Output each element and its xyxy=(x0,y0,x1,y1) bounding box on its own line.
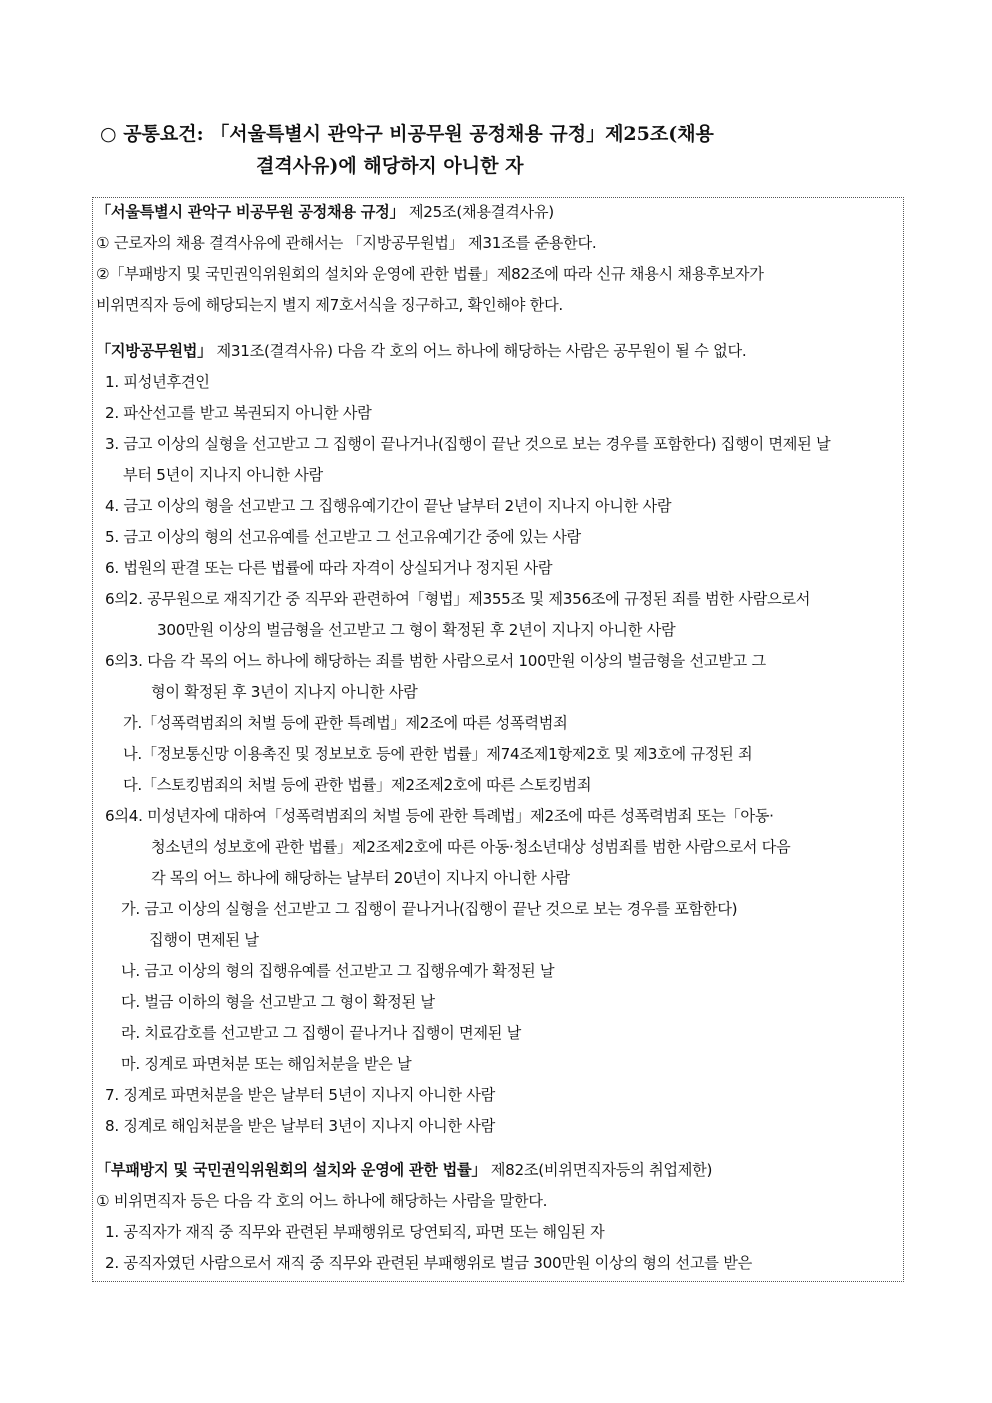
s2-item-6-4b: 청소년의 성보호에 관한 법률」제2조제2호에 따른 아동·청소년대상 성범죄를 범한 사람으로서 다음 xyxy=(151,838,791,856)
s2-title-line xyxy=(96,341,900,361)
heading-line-1: ○ 공통요건: 「서울특별시 관악구 비공무원 공정채용 규정」제25조(채용 xyxy=(100,123,714,145)
document-heading xyxy=(100,118,910,182)
s3-title-line xyxy=(96,1160,900,1180)
s2-item-6-4-na: 나. 금고 이상의 형의 집행유예를 선고받고 그 집행유예가 확정된 날 xyxy=(121,962,555,980)
s2-item-6-3a: 6의3. 다음 각 목의 어느 하나에 해당하는 죄를 범한 사람으로서 100만원 이상의 벌금형을 선고받고 그 xyxy=(105,652,766,670)
s2-item-4: 4. 금고 이상의 형을 선고받고 그 집행유예기간이 끝난 날부터 2년이 지나지 아니한 사람 xyxy=(105,497,672,515)
s2-item-2: 2. 파산선고를 받고 복권되지 아니한 사람 xyxy=(105,404,372,422)
s2-item-6-4-ga: 가. 금고 이상의 실형을 선고받고 그 집행이 끝나거나(집행이 끝난 것으로 보는 경우를 포함한다) xyxy=(121,900,738,918)
s2-item-8: 8. 징계로 해임처분을 받은 날부터 3년이 지나지 아니한 사람 xyxy=(105,1117,496,1135)
s1-para-2b: 비위면직자 등에 해당되는지 별지 제7호서식을 징구하고, 확인해야 한다. xyxy=(96,296,563,314)
s3-item-2: 2. 공직자였던 사람으로서 재직 중 직무와 관련된 부패행위로 벌금 300만원 이상의 형의 선고를 받은 xyxy=(105,1254,752,1272)
s3-item-1: 1. 공직자가 재직 중 직무와 관련된 부패행위로 당연퇴직, 파면 또는 해임된 자 xyxy=(105,1223,605,1241)
s2-item-3a: 3. 금고 이상의 실형을 선고받고 그 집행이 끝나거나(집행이 끝난 것으로 보는 경우를 포함한다) 집행이 면제된 날 xyxy=(105,435,831,453)
s2-title: 「지방공무원법」 xyxy=(96,342,213,360)
regulation-text-box xyxy=(92,197,904,1282)
s2-item-3b: 부터 5년이 지나지 아니한 사람 xyxy=(123,466,323,484)
s2-item-6-4-gb: 집행이 면제된 날 xyxy=(149,931,259,949)
s1-para-1: ① 근로자의 채용 결격사유에 관해서는 「지방공무원법」 제31조를 준용한다. xyxy=(96,234,597,252)
s2-item-6-4-ra: 라. 치료감호를 선고받고 그 집행이 끝나거나 집행이 면제된 날 xyxy=(121,1024,522,1042)
s3-para-1: ① 비위면직자 등은 다음 각 호의 어느 하나에 해당하는 사람을 말한다. xyxy=(96,1192,548,1210)
s2-item-6: 6. 법원의 판결 또는 다른 법률에 따라 자격이 상실되거나 정지된 사람 xyxy=(105,559,553,577)
s2-item-6-4a: 6의4. 미성년자에 대하여「성폭력범죄의 처벌 등에 관한 특례법」제2조에 따른 성폭력범죄 또는「아동· xyxy=(105,807,774,825)
s2-item-6-2b: 300만원 이상의 벌금형을 선고받고 그 형이 확정된 후 2년이 지나지 아니한 사람 xyxy=(157,621,676,639)
s2-item-6-4-ma: 마. 징계로 파면처분 또는 해임처분을 받은 날 xyxy=(121,1055,412,1073)
s1-title-rest: 제25조(채용결격사유) xyxy=(404,203,554,221)
s2-item-6-3-da: 다.「스토킹범죄의 처벌 등에 관한 법률」제2조제2호에 따른 스토킹범죄 xyxy=(123,776,592,794)
s3-title: 「부패방지 및 국민권익위원회의 설치와 운영에 관한 법률」 xyxy=(96,1161,487,1179)
s2-item-5: 5. 금고 이상의 형의 선고유예를 선고받고 그 선고유예기간 중에 있는 사람 xyxy=(105,528,581,546)
s2-item-6-4c: 각 목의 어느 하나에 해당하는 날부터 20년이 지나지 아니한 사람 xyxy=(151,869,570,887)
s2-item-6-4-da: 다. 벌금 이하의 형을 선고받고 그 형이 확정된 날 xyxy=(121,993,435,1011)
s1-title: 「서울특별시 관악구 비공무원 공정채용 규정」 xyxy=(96,203,405,221)
s1-title-line xyxy=(96,202,900,222)
s2-item-7: 7. 징계로 파면처분을 받은 날부터 5년이 지나지 아니한 사람 xyxy=(105,1086,496,1104)
s1-para-2a: ②「부패방지 및 국민권익위원회의 설치와 운영에 관한 법률」제82조에 따라 신규 채용시 채용후보자가 xyxy=(96,265,764,283)
s2-item-1: 1. 피성년후견인 xyxy=(105,373,210,391)
s2-item-6-3b: 형이 확정된 후 3년이 지나지 아니한 사람 xyxy=(151,683,418,701)
s2-title-rest: 제31조(결격사유) 다음 각 호의 어느 하나에 해당하는 사람은 공무원이 될 수 없다. xyxy=(212,342,747,360)
s2-item-6-2a: 6의2. 공무원으로 재직기간 중 직무와 관련하여「형법」제355조 및 제356조에 규정된 죄를 범한 사람으로서 xyxy=(105,590,811,608)
s2-item-6-3-ga: 가.「성폭력범죄의 처벌 등에 관한 특례법」제2조에 따른 성폭력범죄 xyxy=(123,714,568,732)
s2-item-6-3-na: 나.「정보통신망 이용촉진 및 정보보호 등에 관한 법률」제74조제1항제2호 및 제3호에 규정된 죄 xyxy=(123,745,753,763)
s3-title-rest: 제82조(비위면직자등의 취업제한) xyxy=(486,1161,713,1179)
heading-line-2: 결격사유)에 해당하지 아니한 자 xyxy=(256,155,524,177)
